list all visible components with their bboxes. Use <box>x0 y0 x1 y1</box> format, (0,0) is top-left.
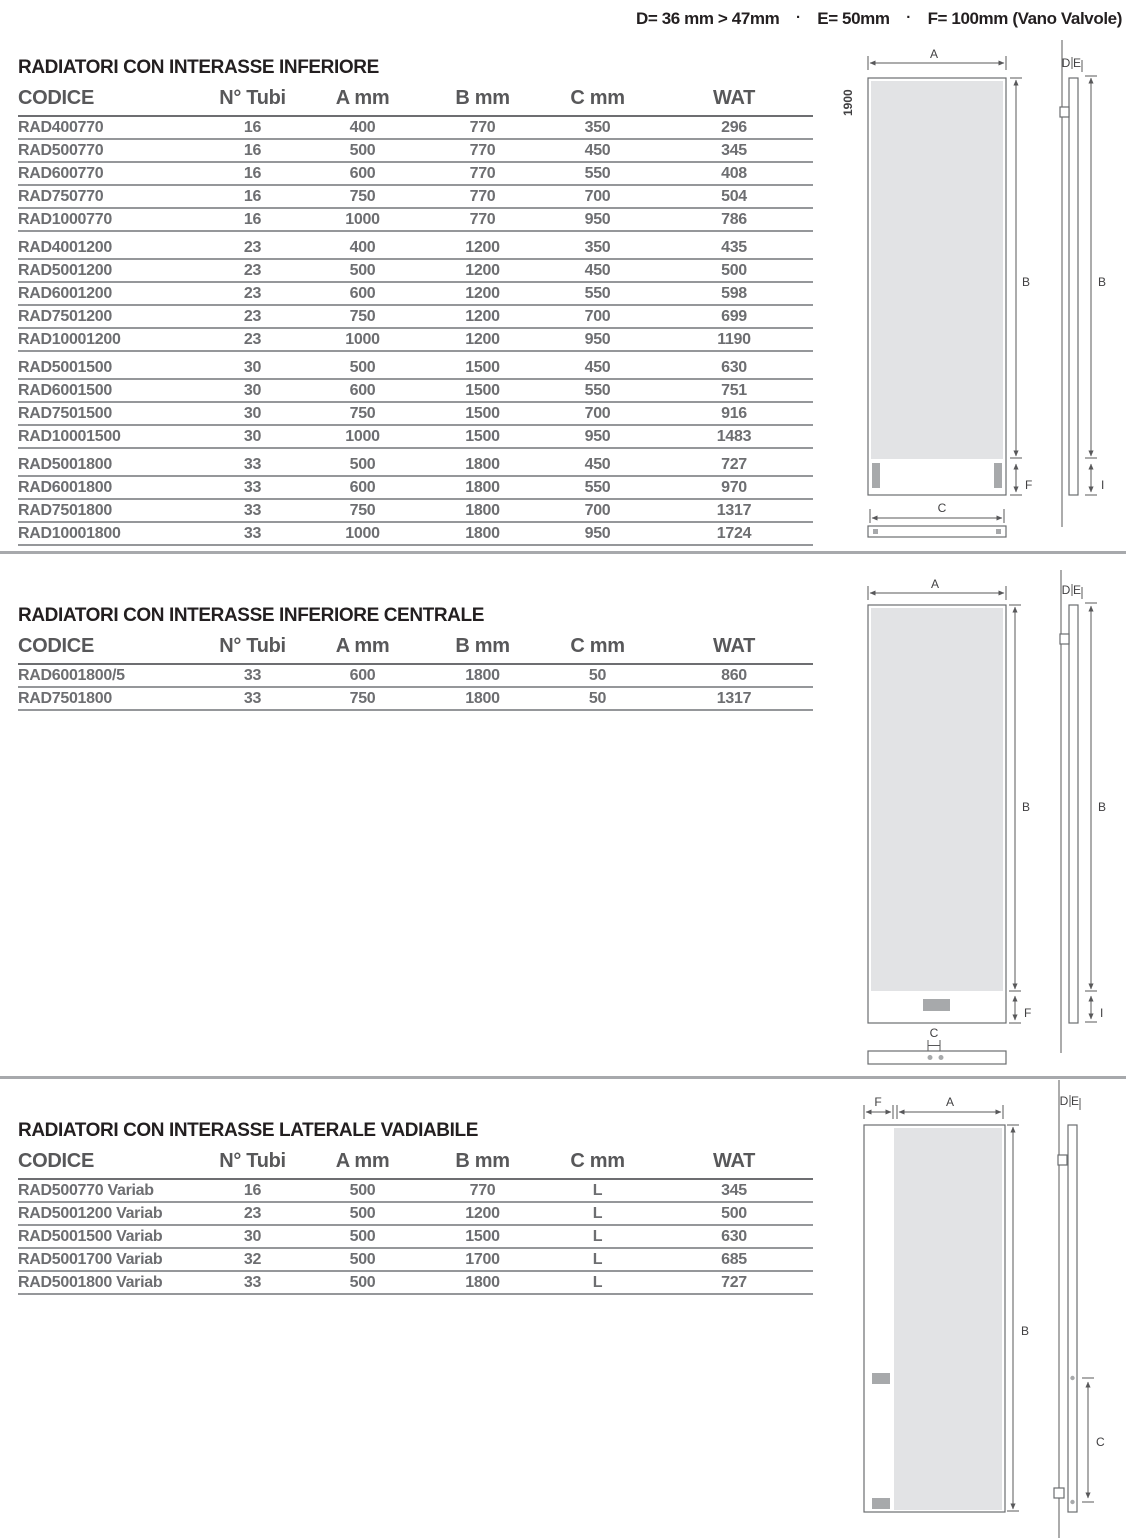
cell-a-mm: 400 <box>349 238 376 256</box>
bottom-bracket-bar <box>868 526 1006 537</box>
cell-n-tubi: 16 <box>243 187 262 205</box>
cell-codice: RAD10001500 <box>18 427 121 445</box>
dim-a-label: A <box>930 577 940 591</box>
dim-a <box>897 1095 1003 1119</box>
cell-b-mm: 1500 <box>465 427 500 445</box>
legend-separator: · <box>795 9 801 26</box>
section-divider <box>0 1076 1126 1079</box>
table-row <box>18 1180 813 1203</box>
table-row <box>18 186 813 209</box>
column-header-b-mm: B mm <box>455 1150 510 1172</box>
cell-b-mm: 1800 <box>465 666 500 684</box>
cell-n-tubi: 33 <box>243 478 262 496</box>
cell-codice: RAD6001800/5 <box>18 666 125 684</box>
cell-a-mm: 500 <box>349 455 376 473</box>
cell-codice: RAD5001700 Variab <box>18 1250 163 1268</box>
radiator-diagram-bottom-connections <box>830 40 1126 540</box>
table-header-row <box>18 86 813 117</box>
cell-c-mm: 350 <box>584 118 611 136</box>
dim-f-label: F <box>1025 478 1033 492</box>
cell-b-mm: 1800 <box>465 1273 500 1291</box>
table-row <box>18 140 813 163</box>
cell-wat: 727 <box>721 455 747 473</box>
cell-wat: 970 <box>721 478 747 496</box>
cell-n-tubi: 23 <box>243 1204 262 1222</box>
cell-a-mm: 500 <box>349 1250 376 1268</box>
cell-a-mm: 600 <box>349 478 376 496</box>
side-profile <box>1069 605 1078 1023</box>
table-row <box>18 500 813 523</box>
side-profile <box>1068 1125 1077 1512</box>
cell-n-tubi: 23 <box>243 330 262 348</box>
side-connection-upper <box>1070 1376 1074 1380</box>
table-row <box>18 1203 813 1226</box>
dim-d-label: D <box>1061 583 1071 597</box>
radiator-front-view <box>864 1125 1005 1512</box>
dim-b-label: B <box>1098 800 1107 814</box>
dim-c-side <box>1082 1378 1105 1502</box>
cell-wat: 408 <box>721 164 747 182</box>
legend-d-value: D= 36 mm > 47mm <box>636 9 780 28</box>
cell-n-tubi: 33 <box>243 524 262 542</box>
cell-wat: 1317 <box>716 501 752 519</box>
cell-codice: RAD400770 <box>18 118 104 136</box>
column-header-wat: WAT <box>712 635 756 657</box>
cell-codice: RAD6001500 <box>18 381 112 399</box>
cell-codice: RAD6001800 <box>18 478 112 496</box>
cell-c-mm: L <box>592 1204 603 1222</box>
dim-c-label: C <box>929 1026 939 1040</box>
cell-c-mm: 450 <box>584 141 611 159</box>
column-header-codice: CODICE <box>18 87 94 109</box>
table-row <box>18 329 813 352</box>
dim-a-label: A <box>945 1095 955 1109</box>
row-group <box>18 454 813 546</box>
section-title: RADIATORI CON INTERASSE INFERIORE CENTRALE <box>18 605 484 626</box>
table-row <box>18 306 813 329</box>
cell-b-mm: 1500 <box>465 358 500 376</box>
cell-b-mm: 1700 <box>465 1250 500 1268</box>
radiator-front-view <box>868 605 1006 1023</box>
cell-b-mm: 1500 <box>465 404 500 422</box>
cell-b-mm: 1800 <box>465 478 500 496</box>
cell-codice: RAD7501200 <box>18 307 112 325</box>
connection-central <box>923 999 950 1011</box>
cell-a-mm: 750 <box>349 689 376 707</box>
dim-e-label: E <box>1070 1094 1080 1108</box>
radiator-panel <box>871 81 1003 459</box>
column-header-c-mm: C mm <box>570 1150 625 1172</box>
cell-n-tubi: 30 <box>243 404 262 422</box>
cell-b-mm: 1200 <box>465 261 500 279</box>
cell-a-mm: 600 <box>349 381 376 399</box>
cell-n-tubi: 33 <box>243 455 262 473</box>
connection-left <box>872 463 880 488</box>
cell-a-mm: 600 <box>349 284 376 302</box>
cell-b-mm: 770 <box>469 1181 496 1199</box>
cell-n-tubi: 23 <box>243 261 262 279</box>
cell-b-mm: 1500 <box>465 1227 500 1245</box>
cell-c-mm: 50 <box>588 689 607 707</box>
cell-wat: 504 <box>721 187 747 205</box>
cell-c-mm: L <box>592 1250 603 1268</box>
dim-b-front <box>1009 605 1030 991</box>
cell-n-tubi: 23 <box>243 284 262 302</box>
radiator-side-view <box>1054 1094 1080 1512</box>
dim-b-label: B <box>1022 800 1031 814</box>
table-row <box>18 454 813 477</box>
cell-n-tubi: 33 <box>243 501 262 519</box>
valve-box <box>1054 1488 1064 1498</box>
table-row <box>18 1226 813 1249</box>
cell-wat: 1317 <box>716 689 752 707</box>
dim-b-side <box>1085 76 1106 458</box>
cell-b-mm: 770 <box>469 118 496 136</box>
cell-wat: 500 <box>721 1204 747 1222</box>
cell-codice: RAD5001800 <box>18 455 112 473</box>
height-note-label: 1900 <box>841 89 855 116</box>
table-body <box>18 1180 813 1295</box>
column-header-codice: CODICE <box>18 635 94 657</box>
cell-wat: 699 <box>721 307 747 325</box>
dim-i-label: I <box>1100 1006 1104 1020</box>
cell-c-mm: 550 <box>584 164 611 182</box>
cell-b-mm: 1800 <box>465 524 500 542</box>
cell-b-mm: 1200 <box>465 284 500 302</box>
cell-wat: 1190 <box>717 330 751 348</box>
cell-c-mm: 550 <box>584 381 611 399</box>
cell-a-mm: 750 <box>349 307 376 325</box>
dim-a <box>868 577 1006 600</box>
side-profile <box>1069 78 1078 495</box>
cell-a-mm: 750 <box>349 501 376 519</box>
cell-wat: 1483 <box>716 427 752 445</box>
row-group <box>18 1180 813 1295</box>
connection-upper <box>872 1373 890 1384</box>
cell-a-mm: 500 <box>349 1204 376 1222</box>
cell-n-tubi: 30 <box>243 358 262 376</box>
cell-n-tubi: 16 <box>243 210 262 228</box>
table-row <box>18 688 813 711</box>
row-group <box>18 237 813 352</box>
connection-right <box>994 463 1002 488</box>
column-header-n-tubi: N° Tubi <box>219 635 286 657</box>
cell-n-tubi: 33 <box>243 689 262 707</box>
cell-a-mm: 1000 <box>345 210 380 228</box>
section-divider <box>0 551 1126 554</box>
section-title: RADIATORI CON INTERASSE INFERIORE <box>18 57 379 78</box>
cell-c-mm: L <box>592 1181 603 1199</box>
cell-b-mm: 770 <box>469 141 496 159</box>
cell-b-mm: 1200 <box>465 238 500 256</box>
dim-f <box>1009 996 1031 1023</box>
column-header-a-mm: A mm <box>335 87 390 109</box>
cell-c-mm: 700 <box>584 187 611 205</box>
cell-n-tubi: 32 <box>243 1250 262 1268</box>
cell-b-mm: 1800 <box>465 501 500 519</box>
cell-a-mm: 600 <box>349 666 376 684</box>
cell-b-mm: 1200 <box>465 1204 500 1222</box>
cell-b-mm: 1200 <box>465 307 500 325</box>
radiator-diagram-central-connection <box>840 570 1126 1070</box>
cell-b-mm: 770 <box>469 210 496 228</box>
cell-codice: RAD750770 <box>18 187 104 205</box>
cell-wat: 630 <box>721 358 747 376</box>
cell-n-tubi: 23 <box>243 307 262 325</box>
cell-wat: 727 <box>721 1273 747 1291</box>
cell-wat: 916 <box>721 404 747 422</box>
legend-separator: · <box>906 9 911 26</box>
table-row <box>18 380 813 403</box>
column-header-n-tubi: N° Tubi <box>219 1150 286 1172</box>
cell-codice: RAD5001200 <box>18 261 112 279</box>
cell-n-tubi: 33 <box>243 666 262 684</box>
cell-wat: 598 <box>721 284 747 302</box>
cell-codice: RAD7501800 <box>18 501 112 519</box>
cell-n-tubi: 16 <box>243 1181 262 1199</box>
cell-c-mm: 950 <box>584 210 611 228</box>
dim-b-label: B <box>1098 275 1107 289</box>
dim-i-label: I <box>1101 478 1105 492</box>
table-row <box>18 283 813 306</box>
cell-codice: RAD7501800 <box>18 689 112 707</box>
cell-c-mm: 950 <box>584 427 611 445</box>
cell-c-mm: 50 <box>588 666 607 684</box>
dim-d-label: D <box>1061 56 1071 70</box>
cell-codice: RAD7501500 <box>18 404 112 422</box>
cell-wat: 751 <box>721 381 747 399</box>
cell-codice: RAD10001200 <box>18 330 121 348</box>
dim-f-label: F <box>874 1095 882 1109</box>
row-group <box>18 117 813 232</box>
cell-a-mm: 500 <box>349 141 376 159</box>
radiator-side-view <box>1060 56 1082 495</box>
table-row <box>18 357 813 380</box>
table-body <box>18 665 813 711</box>
table-row <box>18 163 813 186</box>
column-header-wat: WAT <box>712 1150 756 1172</box>
wall-bracket <box>1058 1155 1067 1165</box>
dim-c <box>928 1026 940 1051</box>
radiator-front-view <box>841 78 1006 495</box>
wall-bracket <box>1060 634 1069 644</box>
column-header-b-mm: B mm <box>455 635 510 657</box>
dim-b-front <box>1010 78 1030 458</box>
cell-c-mm: 700 <box>584 501 611 519</box>
column-header-wat: WAT <box>712 87 756 109</box>
section-interasse-inferiore <box>18 56 813 546</box>
table-row <box>18 665 813 688</box>
cell-c-mm: L <box>592 1227 603 1245</box>
cell-n-tubi: 33 <box>243 1273 262 1291</box>
column-header-c-mm: C mm <box>570 87 625 109</box>
cell-n-tubi: 16 <box>243 141 262 159</box>
section-title: RADIATORI CON INTERASSE LATERALE VADIABILE <box>18 1120 478 1141</box>
cell-b-mm: 1500 <box>465 381 500 399</box>
cell-b-mm: 1200 <box>465 330 500 348</box>
cell-codice: RAD5001200 Variab <box>18 1204 163 1222</box>
table-body <box>18 117 813 546</box>
cell-a-mm: 1000 <box>345 330 380 348</box>
table-row <box>18 523 813 546</box>
cell-a-mm: 750 <box>349 404 376 422</box>
cell-wat: 345 <box>721 141 747 159</box>
table-header-row <box>18 1149 813 1180</box>
row-group <box>18 665 813 711</box>
cell-c-mm: 450 <box>584 261 611 279</box>
dim-e-label: E <box>1072 583 1082 597</box>
dim-f <box>1010 464 1032 495</box>
cell-a-mm: 500 <box>349 1273 376 1291</box>
cell-a-mm: 500 <box>349 1181 376 1199</box>
dim-b-front <box>1007 1125 1029 1511</box>
row-group <box>18 357 813 449</box>
legend-f-value: F= 100mm (Vano Valvole) <box>927 9 1122 28</box>
cell-wat: 860 <box>721 666 747 684</box>
table-row <box>18 1272 813 1295</box>
radiator-panel <box>894 1128 1002 1510</box>
cell-codice: RAD10001800 <box>18 524 121 542</box>
column-header-a-mm: A mm <box>335 1150 390 1172</box>
cell-wat: 345 <box>721 1181 747 1199</box>
cell-c-mm: 550 <box>584 478 611 496</box>
dim-c-label: C <box>937 501 947 515</box>
cell-codice: RAD5001800 Variab <box>18 1273 163 1291</box>
dim-b-side <box>1085 603 1106 991</box>
cell-codice: RAD1000770 <box>18 210 112 228</box>
legend-e-value: E= 50mm <box>817 9 890 28</box>
dim-a <box>868 47 1006 70</box>
cell-wat: 685 <box>721 1250 747 1268</box>
dim-b-label: B <box>1021 1324 1030 1338</box>
column-header-codice: CODICE <box>18 1150 94 1172</box>
dimension-legend <box>636 9 1122 29</box>
cell-b-mm: 770 <box>469 164 496 182</box>
table-row <box>18 426 813 449</box>
cell-a-mm: 1000 <box>345 524 380 542</box>
bottom-bracket-bar <box>868 1051 1006 1064</box>
cell-codice: RAD4001200 <box>18 238 112 256</box>
dim-i <box>1085 464 1104 495</box>
cell-codice: RAD500770 <box>18 141 104 159</box>
cell-c-mm: 550 <box>584 284 611 302</box>
cell-a-mm: 500 <box>349 1227 376 1245</box>
dim-b-label: B <box>1022 275 1031 289</box>
cell-a-mm: 600 <box>349 164 376 182</box>
cell-wat: 296 <box>721 118 747 136</box>
table-header-row <box>18 634 813 665</box>
table-row <box>18 117 813 140</box>
dim-d-label: D <box>1059 1094 1069 1108</box>
section-interasse-laterale-variabile <box>18 1119 813 1295</box>
column-header-a-mm: A mm <box>335 635 390 657</box>
cell-c-mm: 700 <box>584 404 611 422</box>
table-row <box>18 209 813 232</box>
cell-n-tubi: 16 <box>243 164 262 182</box>
cell-n-tubi: 23 <box>243 238 262 256</box>
cell-wat: 786 <box>721 210 747 228</box>
radiator-side-view <box>1060 583 1082 1023</box>
column-header-c-mm: C mm <box>570 635 625 657</box>
cell-b-mm: 770 <box>469 187 496 205</box>
cell-codice: RAD500770 Variab <box>18 1181 154 1199</box>
cell-c-mm: 350 <box>584 238 611 256</box>
cell-n-tubi: 30 <box>243 427 262 445</box>
cell-wat: 435 <box>721 238 747 256</box>
wall-bracket <box>1060 107 1069 117</box>
dim-f <box>864 1095 893 1119</box>
table-row <box>18 477 813 500</box>
dim-c <box>870 501 1004 523</box>
dim-e-label: E <box>1072 56 1082 70</box>
cell-codice: RAD5001500 Variab <box>18 1227 163 1245</box>
column-header-b-mm: B mm <box>455 87 510 109</box>
side-connection-lower <box>1070 1500 1074 1504</box>
connection-lower <box>872 1498 890 1509</box>
cell-codice: RAD6001200 <box>18 284 112 302</box>
radiator-diagram-lateral-variable <box>840 1080 1126 1538</box>
column-header-n-tubi: N° Tubi <box>219 87 286 109</box>
dim-a-label: A <box>929 47 939 61</box>
table-row <box>18 403 813 426</box>
cell-wat: 1724 <box>716 524 752 542</box>
cell-n-tubi: 16 <box>243 118 262 136</box>
cell-wat: 630 <box>721 1227 747 1245</box>
cell-a-mm: 750 <box>349 187 376 205</box>
cell-c-mm: 700 <box>584 307 611 325</box>
cell-a-mm: 500 <box>349 358 376 376</box>
cell-b-mm: 1800 <box>465 455 500 473</box>
cell-n-tubi: 30 <box>243 381 262 399</box>
cell-codice: RAD5001500 <box>18 358 112 376</box>
table-row <box>18 237 813 260</box>
cell-a-mm: 400 <box>349 118 376 136</box>
dim-f-label: F <box>1024 1006 1032 1020</box>
section-interasse-inferiore-centrale <box>18 604 813 711</box>
dim-c-label: C <box>1096 1435 1105 1449</box>
table-row <box>18 260 813 283</box>
radiator-panel <box>871 608 1003 991</box>
dim-i <box>1085 996 1103 1022</box>
cell-c-mm: 450 <box>584 455 611 473</box>
cell-n-tubi: 30 <box>243 1227 262 1245</box>
cell-wat: 500 <box>721 261 747 279</box>
cell-c-mm: 450 <box>584 358 611 376</box>
cell-c-mm: 950 <box>584 330 611 348</box>
table-row <box>18 1249 813 1272</box>
cell-a-mm: 500 <box>349 261 376 279</box>
cell-a-mm: 1000 <box>345 427 380 445</box>
cell-codice: RAD600770 <box>18 164 104 182</box>
cell-b-mm: 1800 <box>465 689 500 707</box>
cell-c-mm: L <box>592 1273 603 1291</box>
cell-c-mm: 950 <box>584 524 611 542</box>
